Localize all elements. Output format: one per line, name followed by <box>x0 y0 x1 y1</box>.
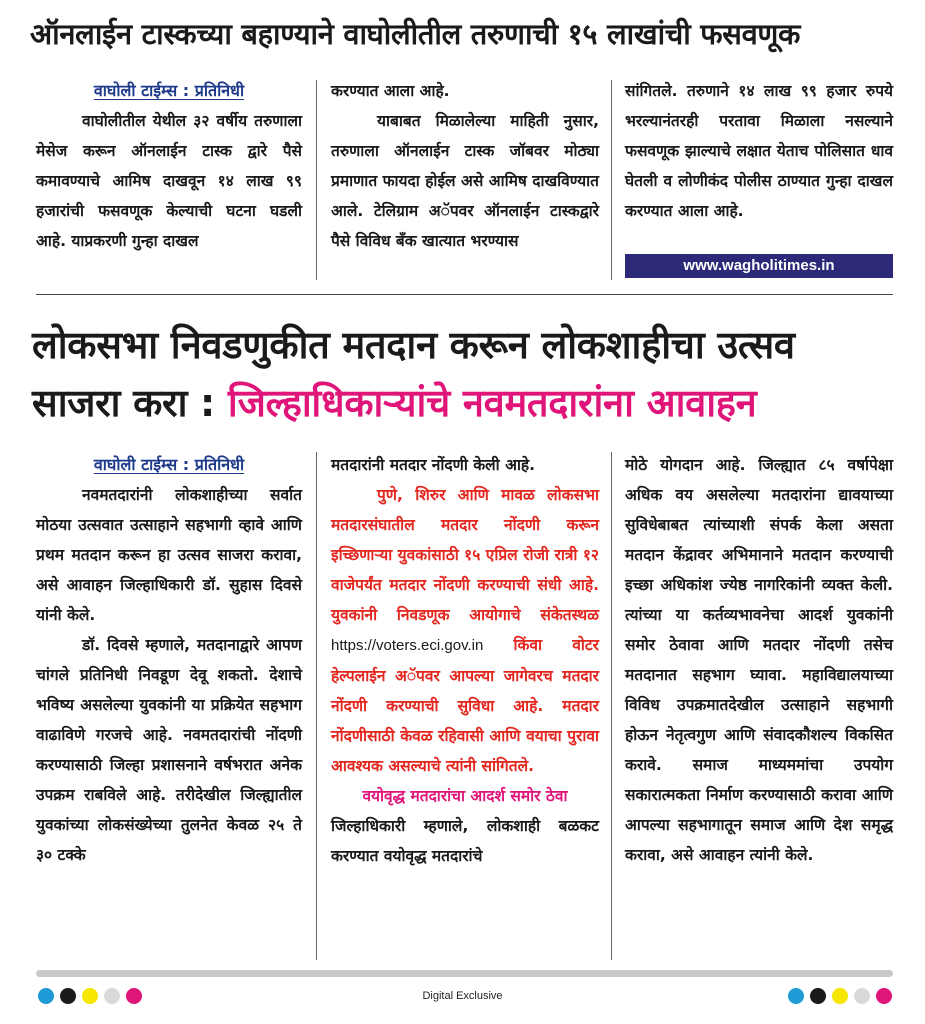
article2-column-2 <box>331 450 599 871</box>
article2-headline-pink: जिल्हाधिकाऱ्यांचे नवमतदारांना आवाहन <box>227 381 757 425</box>
article2-headline-line1: लोकसभा निवडणुकीत मतदान करून लोकशाहीचा उत्सव <box>32 323 795 367</box>
article2-byline: वाघोली टाईम्स : प्रतिनिधी <box>93 455 245 474</box>
column-divider <box>611 452 612 960</box>
column-divider <box>611 80 612 280</box>
article2-col2-p1: मतदारांनी मतदार नोंदणी केली आहे. <box>331 456 536 474</box>
registration-dot-grey <box>104 988 120 1004</box>
article2-col2-red1: पुणे, शिरुर आणि मावळ लोकसभा मतदारसंघातील मतदार नोंदणी करून इच्छिणाऱ्या युवकांसाठी १५ एप्रिल रोजी रात्री १२ वाजेपर्यंत मतदार नोंदणी करण्याची संधी आहे. युवकांनी निवडणूक आयोगाचे संकेतस्थळ <box>331 486 599 624</box>
registration-dot-magenta <box>876 988 892 1004</box>
article2-col2-highlight <box>331 480 599 781</box>
article2-col1-p1: नवमतदारांनी लोकशाहीच्या सर्वात मोठया उत्सवात उत्साहाने सहभागी व्हावे आणि प्रथम मतदान करून हा उत्सव साजरा करावा, असे आवाहन जिल्हाधिकारी डॉ. सुहास दिवसे यांनी केले. <box>36 486 302 624</box>
registration-dot-black <box>810 988 826 1004</box>
registration-dot-yellow <box>82 988 98 1004</box>
article2-headline-black: साजरा करा : <box>32 381 228 425</box>
article2-col2-red2: किंवा वोटर हेल्पलाईन अॅपवर आपल्या जागेवरच मतदार नोंदणी करण्याची सुविधा आहे. मतदार नोंदणीसाठी केवळ रहिवासी आणि वयाचा पुरावा आवश्यक असल्याचे त्यांनी सांगितले. <box>331 636 599 775</box>
article1-column-1 <box>36 76 302 256</box>
article2-column-1 <box>36 450 302 870</box>
article1-col2-text-a: करण्यात आला आहे. <box>331 82 450 100</box>
website-banner: www.wagholitimes.in <box>625 254 893 278</box>
registration-dot-yellow <box>832 988 848 1004</box>
article1-col2-text-b: याबाबत मिळालेल्या माहिती नुसार, तरुणाला ऑनलाईन टास्क जॉबवर मोठ्या प्रमाणात फायदा होईल असे आमिष दाखविण्यात आले. टेलिग्राम अॅपवर ऑनलाईन टास्कद्वारे पैसे विविध बँक खात्यात भरण्यास <box>331 112 599 250</box>
registration-dot-cyan <box>788 988 804 1004</box>
article2-col3-text: मोठे योगदान आहे. जिल्ह्यात ८५ वर्षापेक्षा अधिक वय असलेल्या मतदारांना द्यावयाच्या सुविधेबाबत त्यांच्याशी संपर्क केला असता मतदान केंद्रावर अभिमानाने मतदान करण्याची इच्छा अधिकांश ज्येष्ठ नागरिकांनी व्यक्त केली. त्यांच्या या कर्तव्यभावनेचा आदर्श युवकांनी समोर ठेवावा आणि मतदार नोंदणी तसेच मतदानात सहभाग घ्यावा. महाविद्यालयाच्या विविध उपक्रमातदेखील उत्साहाने सहभागी होऊन नेतृत्वगुण आणि संवादकौशल्य विकसित करावे. समाज माध्यममांचा उपयोग सकारात्मकता निर्माण करण्यासाठी करावा आणि आपल्या सहभागातून समाज आणि देश समृद्ध करावा, असे आवाहन त्यांनी केले. <box>625 456 893 864</box>
registration-marks-left <box>38 988 142 1004</box>
article1-headline: ऑनलाईन टास्कच्या बहाण्याने वाघोलीतील तरुणाची १५ लाखांची फसवणूक <box>30 17 801 51</box>
registration-dot-grey <box>854 988 870 1004</box>
registration-marks-right <box>788 988 892 1004</box>
column-divider <box>316 452 317 960</box>
article1-col3-text: सांगितले. तरुणाने १४ लाख ९९ हजार रुपये भरल्यानंतरही परतावा मिळाला नसल्याने फसवणूक झाल्याचे लक्षात येताच पोलिसात धाव घेतली व लोणीकंद पोलीस ठाण्यात गुन्हा दाखल करण्यात आला आहे. <box>625 82 893 220</box>
bottom-bar <box>36 970 893 977</box>
article2-headline-line2 <box>32 376 756 428</box>
article1-column-3 <box>625 76 893 226</box>
registration-dot-cyan <box>38 988 54 1004</box>
article-separator <box>36 294 893 295</box>
voters-url: https://voters.eci.gov.in <box>331 637 484 654</box>
article1-col1-text: वाघोलीतील येथील ३२ वर्षीय तरुणाला मेसेज करून ऑनलाईन टास्क द्वारे पैसे कमावण्याचे आमिष दाखवून १४ लाख ९९ हजारांची फसवणूक केल्याची घटना घडली आहे. याप्रकरणी गुन्हा दाखल <box>36 112 302 250</box>
column-divider <box>316 80 317 280</box>
registration-dot-black <box>60 988 76 1004</box>
article2-col1-p2: डॉ. दिवसे म्हणाले, मतदानाद्वारे आपण चांगले प्रतिनिधी निवडूण देवू शकतो. देशाचे भविष्य असलेल्या युवकांनी या प्रक्रियेत सहभाग वाढाविणे गरजचे आहे. नवमतदारांची नोंदणी करण्यासाठी जिल्हा प्रशासनाने वर्षभरात अनेक उपक्रम राबविले आहे. तरीदेखील जिल्ह्यातील युवकांच्या लोकसंख्येच्या तुलनेत केवळ २५ ते ३० टक्के <box>36 636 302 864</box>
article1-column-2 <box>331 76 599 256</box>
footer-label: Digital Exclusive <box>422 990 503 1002</box>
article1-byline: वाघोली टाईम्स : प्रतिनिधी <box>93 81 245 100</box>
article2-col2-p2: जिल्हाधिकारी म्हणाले, लोकशाही बळकट करण्यात वयोवृद्ध मतदारांचे <box>331 817 599 865</box>
article2-column-3 <box>625 450 893 870</box>
article2-col2-subhead: वयोवृद्ध मतदारांचा आदर्श समोर ठेवा <box>362 787 568 805</box>
registration-dot-magenta <box>126 988 142 1004</box>
